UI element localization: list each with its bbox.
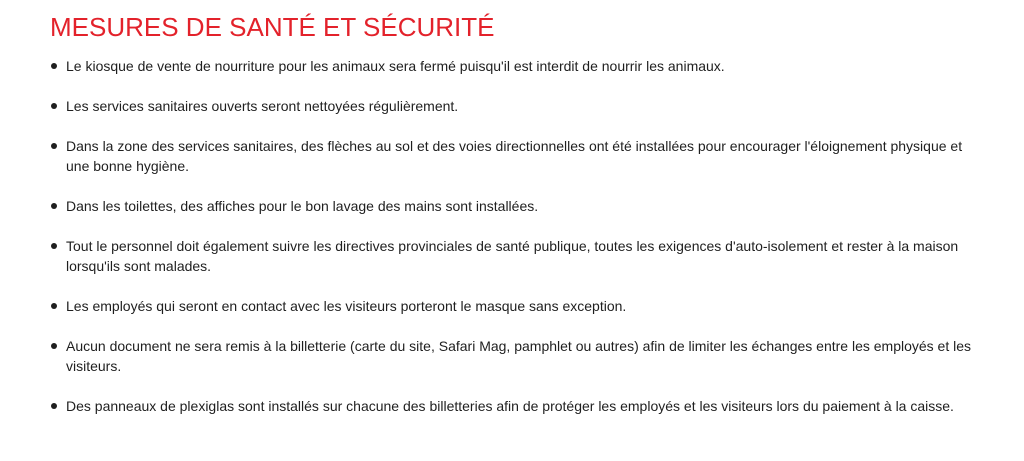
section-title: MESURES DE SANTÉ ET SÉCURITÉ: [50, 12, 495, 42]
list-item-text: Dans la zone des services sanitaires, des flèches au sol et des voies directionnelles ont été installées pour encourager l'éloignement physique et une bonne hygiène.: [66, 138, 963, 174]
bullet-icon: [51, 103, 57, 109]
bullet-icon: [51, 303, 57, 309]
list-item: [50, 196, 980, 216]
list-item-text: Aucun document ne sera remis à la billetterie (carte du site, Safari Mag, pamphlet ou autres) afin de limiter les échanges entre les employés et les visiteurs.: [66, 338, 972, 374]
bullet-icon: [51, 143, 57, 149]
list-item: [50, 296, 980, 316]
list-item: [50, 136, 980, 176]
list-item-text: Des panneaux de plexiglas sont installés sur chacune des billetteries afin de protéger les employés et les visiteurs lors du paiement à la caisse.: [66, 398, 954, 414]
list-item: [50, 236, 980, 276]
list-item-text: Les services sanitaires ouverts seront nettoyées régulièrement.: [66, 98, 459, 114]
list-item: [50, 96, 980, 116]
measures-list: [50, 56, 980, 416]
list-item-text: Tout le personnel doit également suivre les directives provinciales de santé publique, toutes les exigences d'auto-isolement et rester à la maison lorsqu'ils sont malades.: [66, 238, 959, 274]
list-item-text: Dans les toilettes, des affiches pour le bon lavage des mains sont installées.: [66, 198, 539, 214]
bullet-icon: [51, 63, 57, 69]
list-item-text: Les employés qui seront en contact avec les visiteurs porteront le masque sans exception.: [66, 298, 627, 314]
bullet-icon: [51, 403, 57, 409]
list-item: [50, 56, 980, 76]
bullet-icon: [51, 343, 57, 349]
list-item: [50, 336, 980, 376]
list-item-text: Le kiosque de vente de nourriture pour les animaux sera fermé puisqu'il est interdit de nourrir les animaux.: [66, 58, 725, 74]
bullet-icon: [51, 203, 57, 209]
bullet-icon: [51, 243, 57, 249]
list-item: [50, 396, 980, 416]
